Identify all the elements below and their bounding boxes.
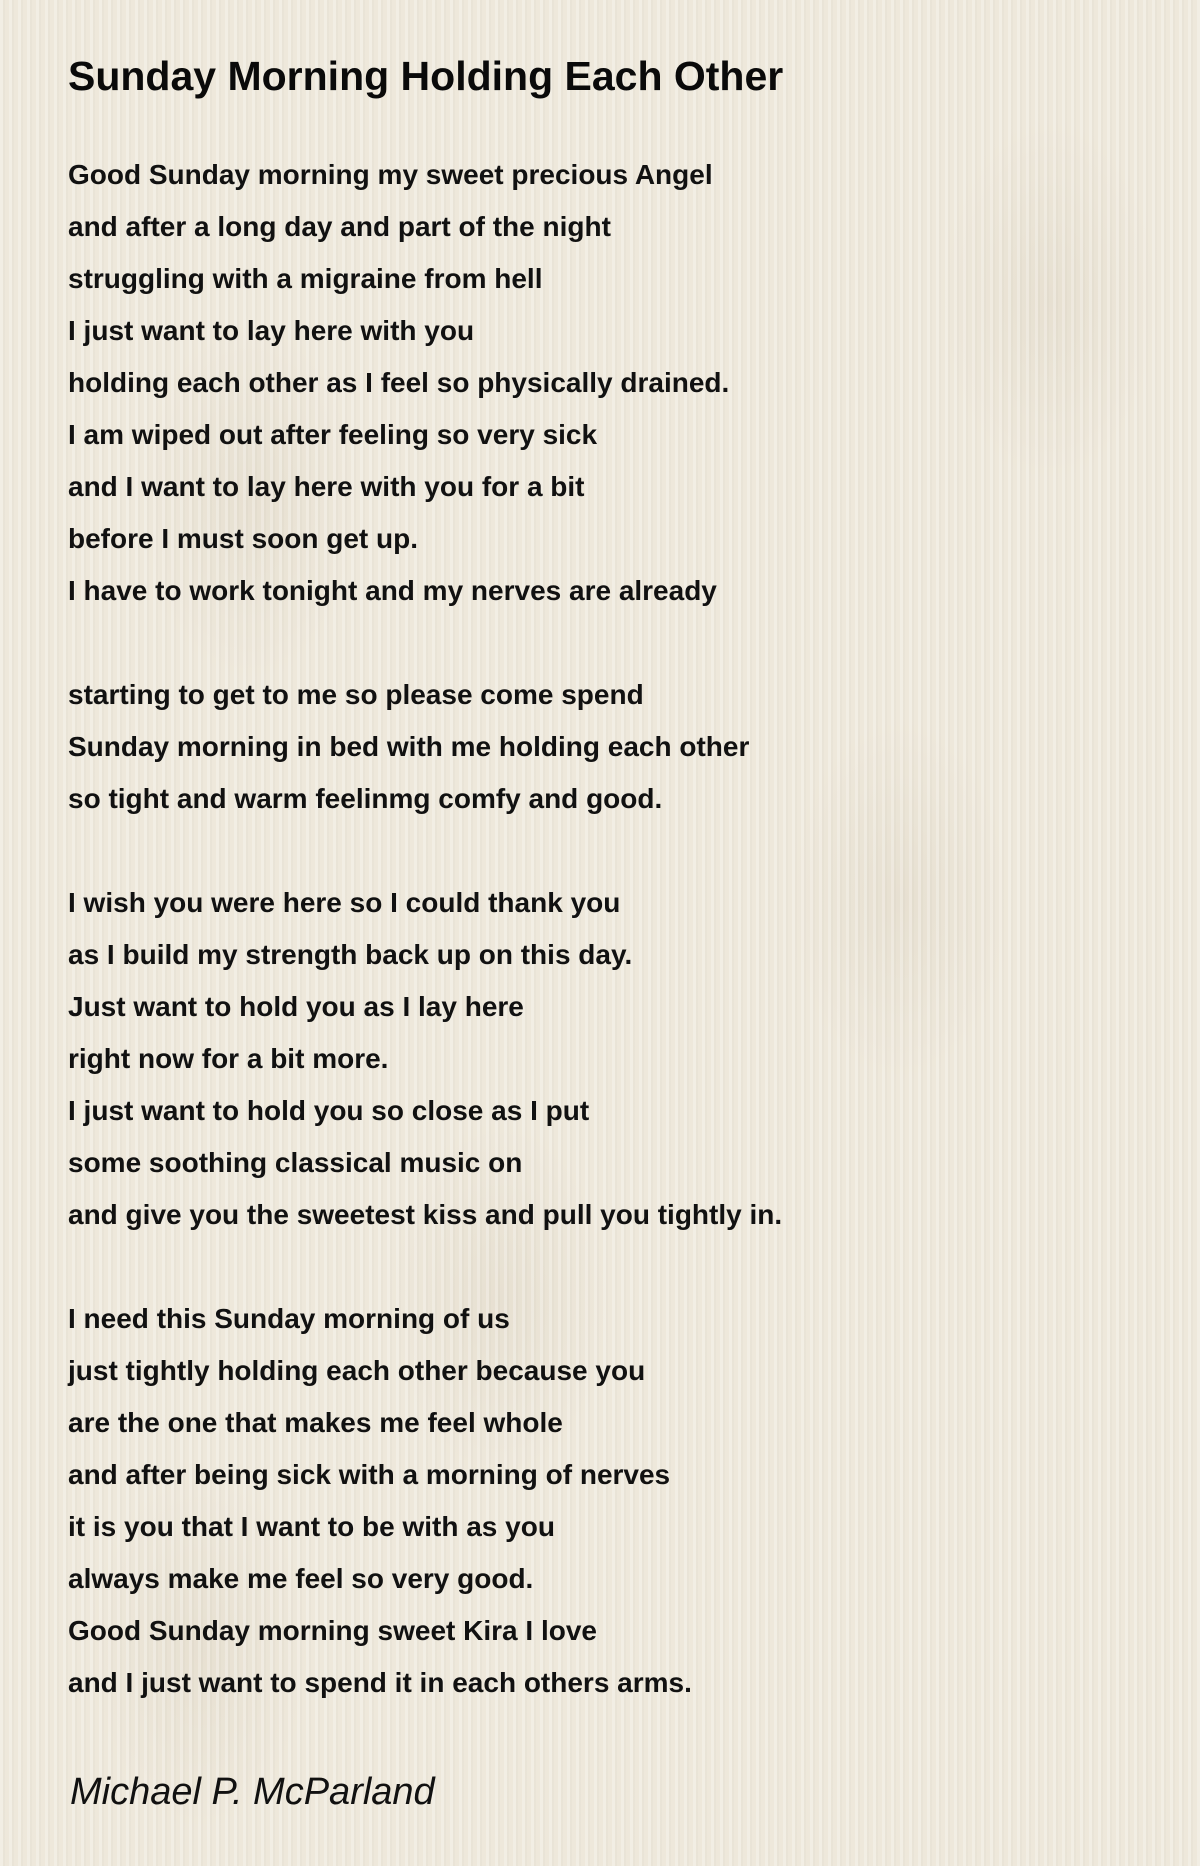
poem-line: I need this Sunday morning of us <box>68 1303 510 1334</box>
poem-line: and I just want to spend it in each others arms. <box>68 1667 692 1698</box>
poem-line: Just want to hold you as I lay here <box>68 991 524 1022</box>
stanza <box>68 149 782 617</box>
poem-line: Sunday morning in bed with me holding each other <box>68 731 750 762</box>
poem-author: Michael P. McParland <box>70 1771 435 1813</box>
poem-line: holding each other as I feel so physically drained. <box>68 367 730 398</box>
poem-line: always make me feel so very good. <box>68 1563 534 1594</box>
poem-line: I am wiped out after feeling so very sick <box>68 419 598 450</box>
poem-body <box>68 149 782 1761</box>
poem-line: and after a long day and part of the night <box>68 211 611 242</box>
poem-line: before I must soon get up. <box>68 523 419 554</box>
stanza <box>68 1293 782 1709</box>
poem-line: and I want to lay here with you for a bit <box>68 471 585 502</box>
poem-line: I just want to lay here with you <box>68 315 475 346</box>
poem-line: so tight and warm feelinmg comfy and good. <box>68 783 663 814</box>
poem-line: struggling with a migraine from hell <box>68 263 543 294</box>
poem-line: are the one that makes me feel whole <box>68 1407 563 1438</box>
poem-title: Sunday Morning Holding Each Other <box>68 53 784 99</box>
poem-line: I just want to hold you so close as I put <box>68 1095 590 1126</box>
poem-line: Good Sunday morning my sweet precious Angel <box>68 159 713 190</box>
poem-line: right now for a bit more. <box>68 1043 389 1074</box>
poem-line: as I build my strength back up on this day. <box>68 939 633 970</box>
stanza <box>68 669 782 825</box>
stanza <box>68 877 782 1241</box>
poem-line: Good Sunday morning sweet Kira I love <box>68 1615 597 1646</box>
poem-line: I have to work tonight and my nerves are already <box>68 575 717 606</box>
poem-line: and give you the sweetest kiss and pull you tightly in. <box>68 1199 783 1230</box>
poem-line: and after being sick with a morning of nerves <box>68 1459 671 1490</box>
poem-line: starting to get to me so please come spend <box>68 679 644 710</box>
poem-line: it is you that I want to be with as you <box>68 1511 555 1542</box>
poem-line: just tightly holding each other because you <box>68 1355 646 1386</box>
poem-line: some soothing classical music on <box>68 1147 523 1178</box>
poem-line: I wish you were here so I could thank you <box>68 887 621 918</box>
